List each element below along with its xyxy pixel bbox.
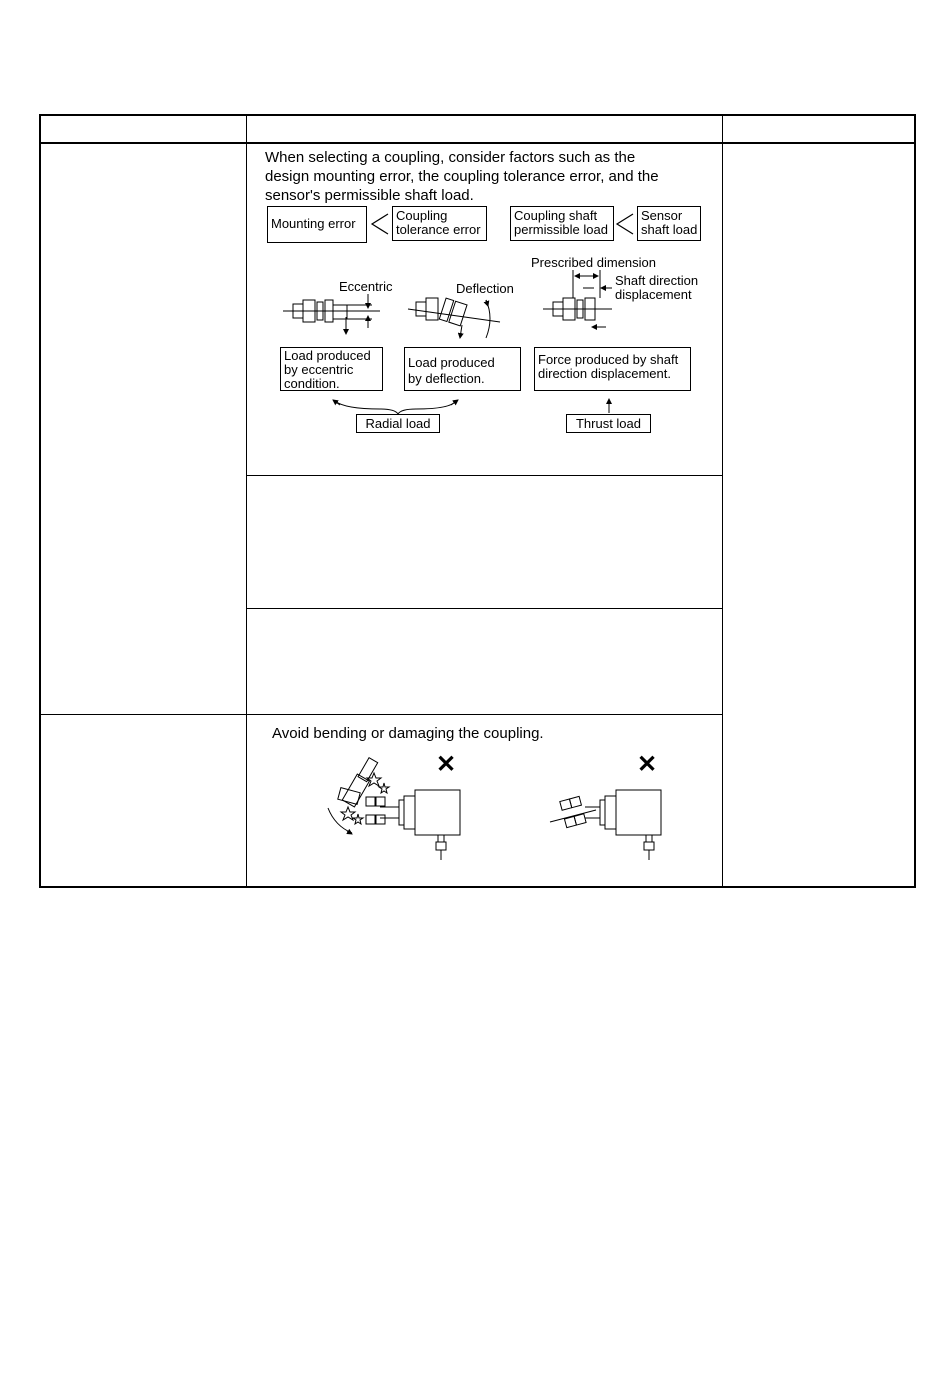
mounting-error-label: Mounting error [271,216,356,231]
coupling-tolerance-line-2: tolerance error [396,222,481,237]
shaft-direction-label-1: Shaft direction [615,273,699,288]
avoid-bending-text: Avoid bending or damaging the coupling. [272,725,544,742]
coupling-tolerance-line-1: Coupling [396,208,448,223]
thrust-force-line-2: direction displacement. [538,366,671,381]
eccentric-load-line-2: by eccentric [284,362,354,377]
sensor-shaft-load-line-2: shaft load [641,222,698,237]
less-than-symbol-right [617,214,633,234]
eccentric-label: Eccentric [339,279,393,294]
deflection-label: Deflection [456,281,514,296]
prohibit-mark-right: ✕ [637,751,658,778]
radial-load-label: Radial load [365,416,431,431]
intro-line-1: When selecting a coupling, consider factors such as the [265,149,636,166]
shaft-direction-label-2: displacement [615,287,692,302]
deflection-load-line-2: by deflection. [408,371,485,386]
deflection-coupling-drawing [408,298,500,338]
prescribed-dimension-label: Prescribed dimension [531,255,657,270]
thrust-force-line-1: Force produced by shaft [538,352,679,367]
thrust-displacement-drawing [543,270,612,327]
intro-line-3: sensor's permissible shaft load. [265,187,474,204]
thrust-load-label: Thrust load [575,416,642,431]
eccentric-load-line-3: condition. [284,376,340,391]
intro-line-2: design mounting error, the coupling tolerance error, and the [265,168,659,185]
deflection-load-line-1: Load produced [408,355,495,370]
sensor-bent-coupling-drawing [328,757,460,860]
eccentric-load-line-1: Load produced [284,348,371,363]
coupling-permissible-line-1: Coupling shaft [514,208,598,223]
sensor-misaligned-coupling-drawing [550,790,661,860]
eccentric-coupling-drawing [283,294,380,334]
less-than-symbol-left [372,214,388,234]
sensor-shaft-load-line-1: Sensor [641,208,683,223]
prohibit-mark-left: ✕ [436,751,457,778]
coupling-permissible-line-2: permissible load [514,222,608,237]
radial-load-bracket [333,400,458,414]
